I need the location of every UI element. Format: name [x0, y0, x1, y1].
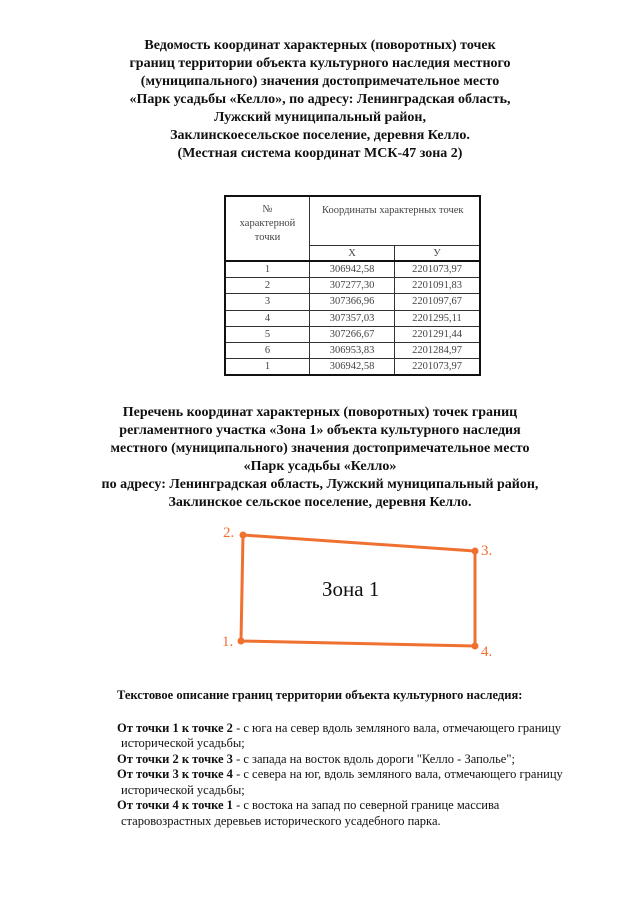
point-label-4: 4.: [481, 644, 493, 660]
item-text: - с севера на юг, вдоль земляного вала, отмечающего границу: [232, 767, 563, 781]
item-continuation: старовозрастных деревьев исторического усадебного парка.: [121, 813, 441, 828]
title2-line: местного (муниципального) значения достопримечательное место: [110, 441, 530, 456]
point-number-header-line: точки: [254, 232, 281, 243]
x-value: 306953,83: [310, 342, 395, 358]
description-item: [117, 752, 587, 768]
title1-line: (муниципального) значения достопримечательное место: [140, 74, 500, 89]
table-row: [225, 261, 480, 278]
description-item: [117, 721, 587, 737]
point-number: 1: [225, 359, 310, 376]
item-segment: От точки 1 к точке 2: [117, 720, 233, 735]
coordinates-header: Координаты характерных точек: [310, 196, 481, 246]
item-segment: От точки 3 к точке 4: [117, 767, 233, 781]
title2-line: «Парк усадьбы «Келло»: [243, 459, 397, 474]
description-item: [117, 798, 587, 814]
x-value: 307266,67: [310, 326, 395, 342]
table-row: [225, 359, 480, 376]
description-item: [117, 767, 587, 783]
item-text: - с запада на восток вдоль дороги "Келло - Заполье";: [232, 751, 515, 766]
title1-line: границ территории объекта культурного наследия местного: [129, 56, 511, 71]
item-continuation: исторической усадьбы;: [121, 736, 245, 750]
point-label-1: 1.: [222, 634, 234, 650]
table-row: [225, 326, 480, 342]
boundary-description: [117, 688, 587, 829]
y-value: 2201097,67: [395, 294, 481, 310]
description-heading: Текстовое описание границ территории объекта культурного наследия:: [117, 688, 523, 702]
point-number-header: [225, 196, 310, 261]
title1-line: «Парк усадьбы «Келло», по адресу: Ленинградская область,: [129, 92, 511, 107]
title1-line: (Местная система координат МСК-47 зона 2): [177, 146, 463, 161]
title2-line: регламентного участка «Зона 1» объекта культурного наследия: [119, 423, 521, 438]
title2-line: Перечень координат характерных (поворотных) точек границ: [122, 405, 518, 420]
table-header-row: [225, 196, 480, 246]
boundary-point-3: [472, 548, 479, 555]
item-segment: От точки 2 к точке 3: [117, 751, 233, 766]
table-row: [225, 294, 480, 310]
coordinates-table: [224, 195, 481, 376]
x-value: 307357,03: [310, 310, 395, 326]
y-header: У: [395, 246, 481, 262]
zone-coordinates-title: [60, 404, 580, 512]
y-value: 2201091,83: [395, 278, 481, 294]
point-label-2: 2.: [223, 525, 235, 541]
point-number: 2: [225, 278, 310, 294]
title1-line: Заклинскоесельское поселение, деревня Келло.: [170, 128, 470, 143]
table-row: [225, 342, 480, 358]
y-value: 2201291,44: [395, 326, 481, 342]
point-number-header-line: №: [262, 204, 273, 215]
x-value: 306942,58: [310, 359, 395, 376]
item-text: - с востока на запад по северной границе массива: [232, 798, 500, 812]
point-number: 6: [225, 342, 310, 358]
point-number: 3: [225, 294, 310, 310]
x-value: 307277,30: [310, 278, 395, 294]
x-header: X: [310, 246, 395, 262]
boundary-point-4: [472, 643, 479, 650]
table-row: [225, 310, 480, 326]
coordinates-statement-title: [60, 37, 580, 163]
point-number: 4: [225, 310, 310, 326]
zone-diagram: [210, 515, 510, 665]
x-value: 307366,96: [310, 294, 395, 310]
y-value: 2201073,97: [395, 261, 481, 278]
boundary-point-1: [238, 638, 245, 645]
title2-line: по адресу: Ленинградская область, Лужский муниципальный район,: [101, 477, 539, 492]
item-continuation: исторической усадьбы;: [121, 782, 245, 797]
zone-label: Зона 1: [322, 577, 380, 601]
item-text: - с юга на север вдоль земляного вала, отмечающего границу: [232, 720, 562, 735]
y-value: 2201284,97: [395, 342, 481, 358]
y-value: 2201073,97: [395, 359, 481, 376]
title1-line: Лужский муниципальный район,: [214, 110, 426, 125]
point-label-3: 3.: [481, 543, 493, 559]
item-segment: От точки 4 к точке 1: [117, 798, 233, 812]
title2-line: Заклинское сельское поселение, деревня Келло.: [168, 495, 472, 510]
y-value: 2201295,11: [395, 310, 481, 326]
point-number-header-line: характерной: [239, 218, 296, 229]
table-row: [225, 278, 480, 294]
title1-line: Ведомость координат характерных (поворотных) точек: [144, 38, 496, 53]
point-number: 5: [225, 326, 310, 342]
boundary-point-2: [240, 532, 247, 539]
x-value: 306942,58: [310, 261, 395, 278]
point-number: 1: [225, 261, 310, 278]
